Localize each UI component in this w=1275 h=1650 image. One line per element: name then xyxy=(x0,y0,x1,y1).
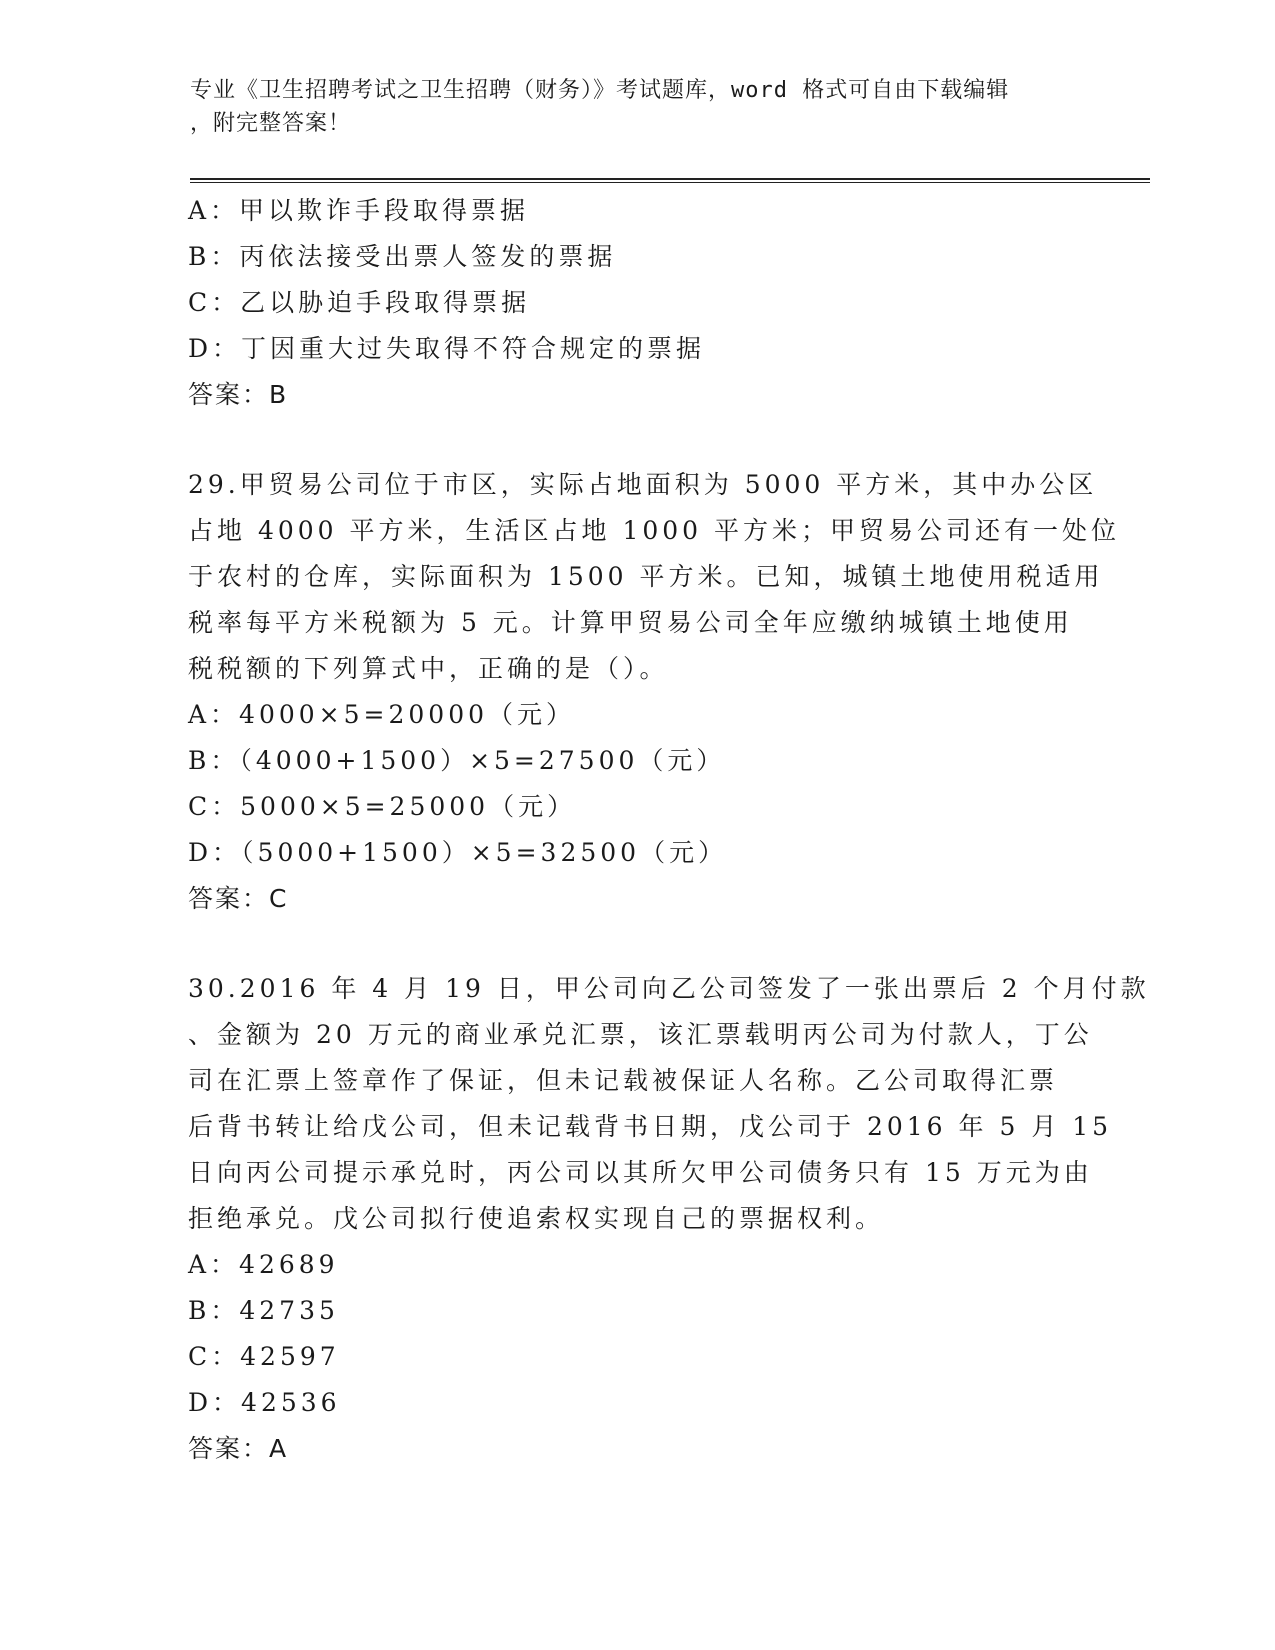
header-rule-thin xyxy=(190,182,1150,183)
question-30 xyxy=(188,966,1150,1472)
option-c: C：乙以胁迫手段取得票据 xyxy=(188,288,531,317)
question-text-line: 占地 4000 平方米，生活区占地 1000 平方米；甲贸易公司还有一处位 xyxy=(188,516,1121,545)
page-content xyxy=(188,188,1150,1472)
question-text-line: 日向丙公司提示承兑时，丙公司以其所欠甲公司债务只有 15 万元为由 xyxy=(188,1158,1093,1187)
option-b: B：（4000+1500）×5=27500（元） xyxy=(188,746,726,775)
option-d: D：（5000+1500）×5=32500（元） xyxy=(188,838,728,867)
option-b: B：42735 xyxy=(188,1296,339,1325)
question-text-line: 29.甲贸易公司位于市区，实际占地面积为 5000 平方米，其中办公区 xyxy=(188,470,1098,499)
question-29 xyxy=(188,462,1121,922)
answer: 答案：C xyxy=(188,884,289,913)
page-header xyxy=(190,74,1090,140)
option-b: B：丙依法接受出票人签发的票据 xyxy=(188,242,617,271)
header-rule-thick xyxy=(190,178,1150,180)
option-a: A：4000×5=20000（元） xyxy=(188,700,576,729)
option-a: A：42689 xyxy=(188,1250,339,1279)
question-text-line: 税率每平方米税额为 5 元。计算甲贸易公司全年应缴纳城镇土地使用 xyxy=(188,608,1073,637)
question-text-line: 司在汇票上签章作了保证，但未记载被保证人名称。乙公司取得汇票 xyxy=(188,1066,1059,1095)
option-d: D：丁因重大过失取得不符合规定的票据 xyxy=(188,334,706,363)
header-line-2: ，附完整答案！ xyxy=(190,111,352,136)
question-text-line: 后背书转让给戊公司，但未记载背书日期，戊公司于 2016 年 5 月 15 xyxy=(188,1112,1113,1141)
question-text-line: 、金额为 20 万元的商业承兑汇票，该汇票载明丙公司为付款人，丁公 xyxy=(188,1020,1093,1049)
option-a: A：甲以欺诈手段取得票据 xyxy=(188,196,530,225)
answer: 答案：A xyxy=(188,1434,289,1463)
option-c: C：5000×5=25000（元） xyxy=(188,792,577,821)
question-text-line: 于农村的仓库，实际面积为 1500 平方米。已知，城镇土地使用税适用 xyxy=(188,562,1104,591)
answer: 答案：B xyxy=(188,380,289,409)
spacer xyxy=(188,418,1078,462)
spacer xyxy=(188,922,1078,966)
question-text-line: 拒绝承兑。戊公司拟行使追索权实现自己的票据权利。 xyxy=(188,1204,885,1233)
header-line-1: 专业《卫生招聘考试之卫生招聘（财务）》考试题库，word 格式可自由下载编辑 xyxy=(190,78,1010,103)
option-c: C：42597 xyxy=(188,1342,340,1371)
question-text-line: 税税额的下列算式中，正确的是（）。 xyxy=(188,654,669,683)
question-28 xyxy=(188,188,1078,418)
option-d: D：42536 xyxy=(188,1388,341,1417)
question-text-line: 30.2016 年 4 月 19 日，甲公司向乙公司签发了一张出票后 2 个月付款 xyxy=(188,974,1150,1003)
